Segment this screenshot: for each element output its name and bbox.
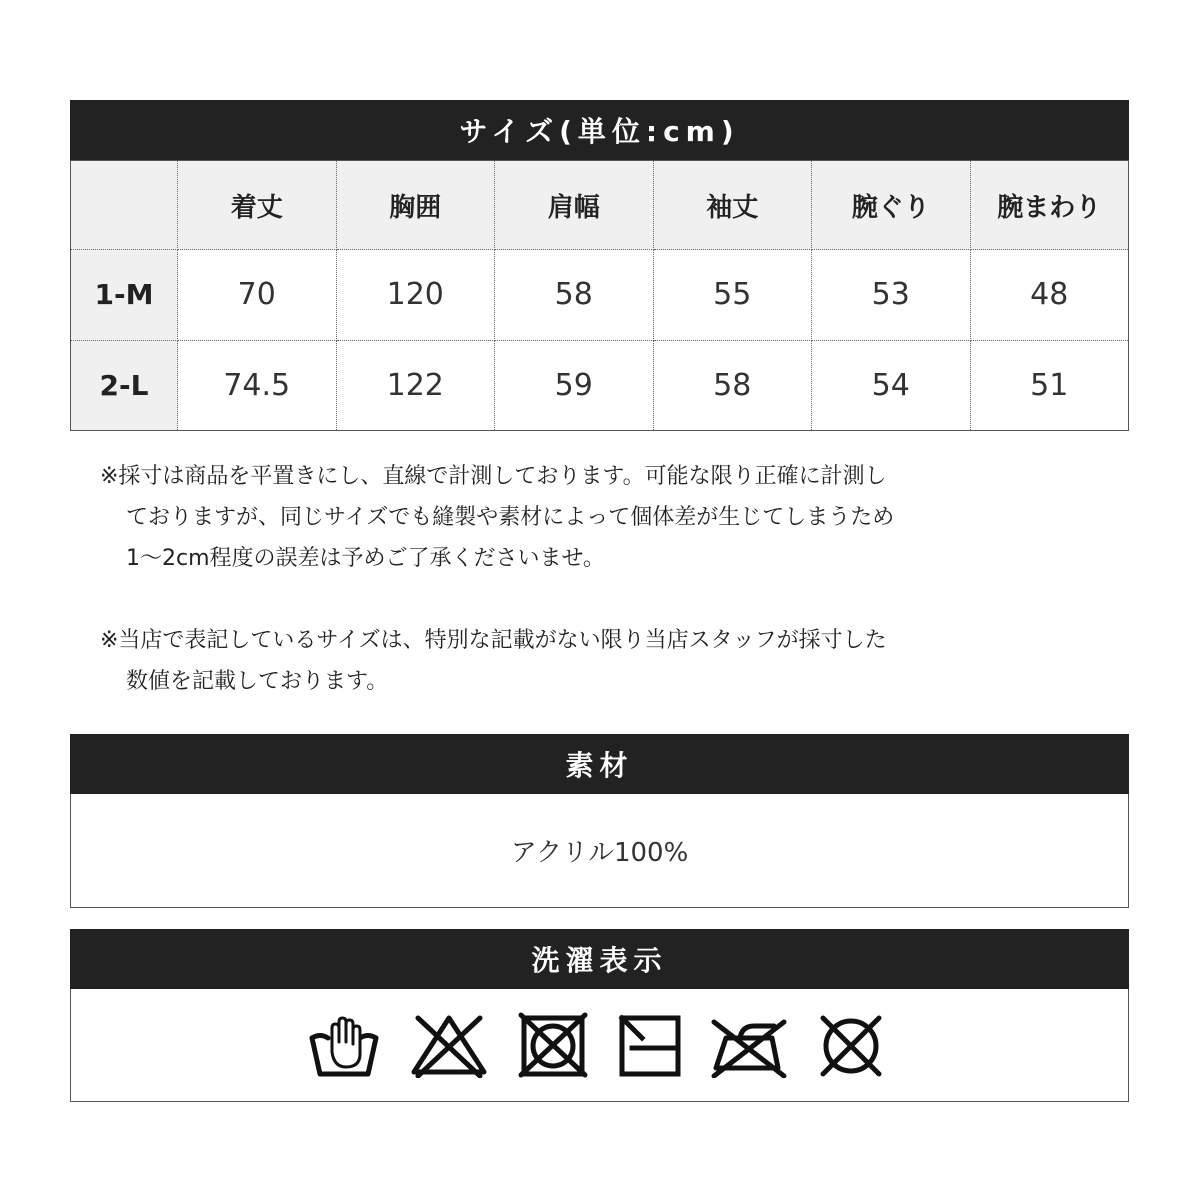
size-table-header-row bbox=[71, 161, 1129, 250]
size-table bbox=[70, 160, 1129, 431]
note-line: ておりますが、同じサイズでも縫製や素材によって個体差が生じてしまうため bbox=[126, 505, 895, 530]
hand-wash-icon bbox=[308, 1012, 380, 1078]
material-value: アクリル100% bbox=[70, 794, 1129, 908]
no-iron-icon bbox=[708, 1012, 790, 1078]
table-cell: 58 bbox=[495, 250, 654, 340]
note-line: ※採寸は商品を平置きにし、直線で計測しております。可能な限り正確に計測し bbox=[100, 464, 887, 489]
table-row bbox=[71, 250, 1129, 340]
table-cell: 122 bbox=[336, 340, 495, 430]
size-table-corner-cell bbox=[71, 161, 178, 250]
column-header: 着丈 bbox=[178, 161, 337, 250]
table-cell: 55 bbox=[653, 250, 812, 340]
row-label: 2-L bbox=[71, 340, 178, 430]
no-bleach-icon bbox=[410, 1012, 488, 1078]
line-dry-shade-icon bbox=[618, 1012, 682, 1078]
care-section-title: 洗濯表示 bbox=[70, 929, 1129, 989]
note-line: 数値を記載しております。 bbox=[126, 669, 389, 694]
no-dry-clean-icon bbox=[815, 1012, 887, 1078]
care-symbols-box bbox=[70, 989, 1129, 1102]
column-header: 肩幅 bbox=[495, 161, 654, 250]
size-note bbox=[100, 620, 1100, 702]
table-cell: 54 bbox=[812, 340, 971, 430]
table-cell: 70 bbox=[178, 250, 337, 340]
note-line: 1～2cm程度の誤差は予めご了承くださいませ。 bbox=[126, 546, 605, 571]
column-header: 胸囲 bbox=[336, 161, 495, 250]
table-row bbox=[71, 340, 1129, 430]
table-cell: 51 bbox=[970, 340, 1129, 430]
size-section-title: サイズ(単位:cm) bbox=[70, 100, 1129, 160]
row-label: 1-M bbox=[71, 250, 178, 340]
table-cell: 48 bbox=[970, 250, 1129, 340]
column-header: 腕まわり bbox=[970, 161, 1129, 250]
note-line: ※当店で表記しているサイズは、特別な記載がない限り当店スタッフが採寸した bbox=[100, 628, 887, 653]
table-cell: 53 bbox=[812, 250, 971, 340]
table-cell: 74.5 bbox=[178, 340, 337, 430]
table-cell: 120 bbox=[336, 250, 495, 340]
material-section-title: 素材 bbox=[70, 734, 1129, 794]
table-cell: 59 bbox=[495, 340, 654, 430]
column-header: 腕ぐり bbox=[812, 161, 971, 250]
column-header: 袖丈 bbox=[653, 161, 812, 250]
table-cell: 58 bbox=[653, 340, 812, 430]
no-tumble-dry-icon bbox=[518, 1012, 588, 1078]
measurement-note bbox=[100, 456, 1100, 579]
